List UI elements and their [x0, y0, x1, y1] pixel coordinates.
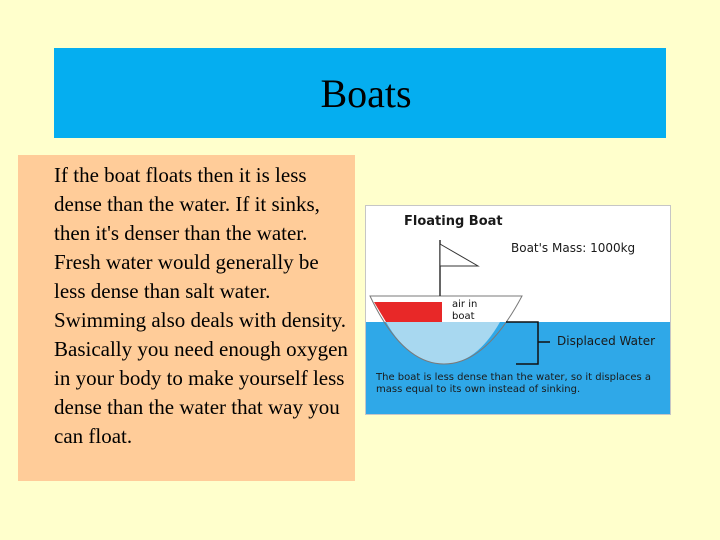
figure-caption: The boat is less dense than the water, so it displaces a mass equal to its own instead of sinking. — [376, 372, 652, 395]
body-text-box — [18, 155, 355, 481]
slide-title: Boats — [320, 70, 412, 116]
figure-title: Floating Boat — [404, 214, 503, 229]
floating-boat-figure — [365, 205, 671, 415]
sail-flag — [440, 244, 478, 266]
air-region — [374, 302, 442, 322]
body-text: If the boat floats then it is less dense than the water. If it sinks, then it's denser than the water. Fresh water would generally be less dense than salt water. Swimming also deals with density. Basically you need enough oxygen in your body to make yourself less dense than the water that way you can float. — [54, 163, 348, 448]
displaced-water-label: Displaced Water — [557, 334, 656, 348]
boat-mass-label: Boat's Mass: 1000kg — [511, 241, 636, 255]
title-bar — [54, 48, 666, 138]
air-in-boat-label: air in boat — [452, 299, 478, 322]
